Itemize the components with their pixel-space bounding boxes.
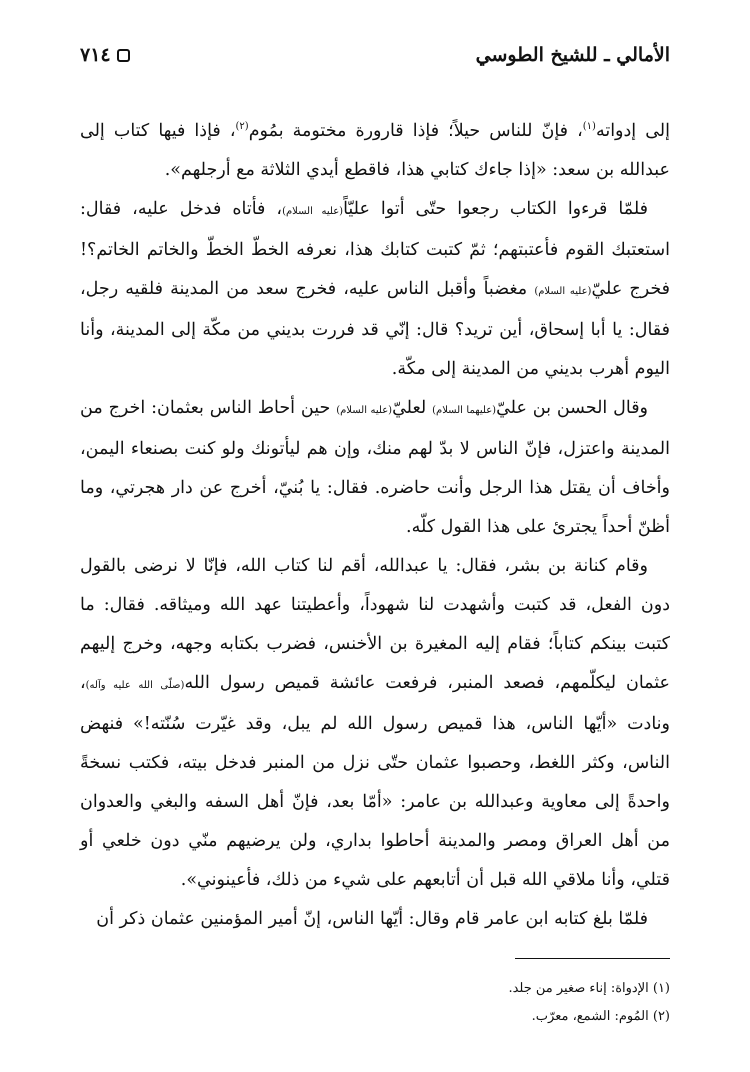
honorific-2: (عليه السلام)	[534, 286, 592, 297]
paragraph-1-text-c: ، فإذا فيها كتاب إلى عبدالله بن سعد: «إذا جاءك كتابي هذا، فاقطع أيدي الثلاثة مع أرجلهم».	[80, 121, 670, 180]
footnote-2: (٢) المُوم: الشمع، معرّب.	[531, 1009, 670, 1024]
running-title: الأمالي ـ للشيخ الطوسي	[475, 44, 670, 66]
footnote-ref-1: (١)	[582, 121, 596, 133]
honorific-5: (صلّى الله عليه وآله)	[85, 680, 185, 691]
footnote-divider	[515, 958, 670, 959]
paragraph-3-text-c: حين أحاط الناس بعثمان: اخرج من المدينة واعتزل، فإنّ الناس لا بدّ لهم منك، وإن هم ليأتونك ولو كنت بصنعاء اليمن، وأخاف أن يقتل هذا الرجل وأنت حاضره. فقال: يا بُنيّ، أخرج عن دار هجرتي، وما أظنّ أحداً يجترئ على هذا القول كلّه.	[80, 398, 670, 537]
paragraph-2-text-a: فلمّا قرءوا الكتاب رجعوا حتّى أتوا عليّاً	[343, 199, 648, 219]
paragraph-1	[80, 112, 670, 190]
honorific-4: (عليه السلام)	[336, 405, 393, 416]
page-number-text: ٧١٤	[80, 44, 111, 66]
paragraph-3-text-a: وقال الحسن بن عليّ	[496, 398, 649, 418]
paragraph-5: فلمّا بلغ كتابه ابن عامر قام وقال: أيّها الناس، إنّ أمير المؤمنين عثمان ذكر أن	[96, 909, 648, 929]
paragraph-4	[80, 547, 670, 900]
footnotes	[80, 975, 670, 1031]
paragraph-1-text-b: ، فإنّ للناس حيلاً؛ فإذا قارورة مختومة بمُوم	[248, 121, 583, 141]
page-header	[80, 40, 670, 76]
paragraph-2-text-c: مغضباً وأقبل الناس عليه، فخرج سعد من المدينة فلقيه رجل، فقال: يا أبا إسحاق، أين تريد؟ قال: إنّي قد فررت بديني من مكّة إلى المدينة، وأنا اليوم أهرب بديني من المدينة إلى مكّة.	[80, 279, 670, 379]
paragraph-1-text-a: إلى إدواته	[595, 121, 671, 141]
main-text	[80, 112, 670, 939]
footnote-1: (١) الإدواة: إناء صغير من جلد.	[508, 981, 670, 996]
honorific-3: (عليهما السلام)	[432, 405, 497, 416]
page-marker-box	[117, 49, 130, 62]
paragraph-4-text-b: ، ونادت «أيّها الناس، هذا قميص رسول الله لم يبل، وقد غيّرت سُنّته!» فنهض الناس، وكثر اللغط، وحصبوا عثمان حتّى نزل من المنبر فدخل بيته، فكتب نسخةً واحدةً إلى معاوية وعبدالله بن عامر: «أمّا بعد، فإنّ أهل السفه والبغي والعدوان من أهل العراق ومصر والمدينة أحاطوا بداري، ولن يرضيهم منّي دون خلعي أو قتلي، وأنا ملاقي الله قبل أن أتابعهم على شيء من ذلك، فأعينوني».	[80, 673, 670, 890]
paragraph-3	[80, 389, 670, 547]
paragraph-4-text-a: وقام كنانة بن بشر، فقال: يا عبدالله، أقم لنا كتاب الله، فإنّا لا نرضى بالقول دون الفعل، قد كتبت وأشهدت لنا شهوداً، وأعطيتنا عهد الله وميثاقه. فقال: ما كتبت بينكم كتاباً؛ فقام إليه المغيرة بن الأخنس، فضرب بكتابه وجهه، وخرج إليهم عثمان ليكلّمهم، فصعد المنبر، فرفعت عائشة قميص رسول الله	[80, 556, 671, 693]
paragraph-2	[80, 190, 670, 389]
honorific-1: (عليه السلام)	[282, 206, 344, 217]
footnote-ref-2: (٢)	[235, 121, 249, 133]
paragraph-2-text-b: ، فأتاه فدخل عليه، فقال: استعتبك القوم فأعتبتهم؛ ثمّ كتبت كتابك هذا، نعرفه الخطّ الخطّ والخاتم الخاتم؟! فخرج عليّ	[80, 199, 671, 299]
paragraph-3-text-b: لعليّ	[392, 398, 433, 418]
page-number	[80, 44, 130, 66]
